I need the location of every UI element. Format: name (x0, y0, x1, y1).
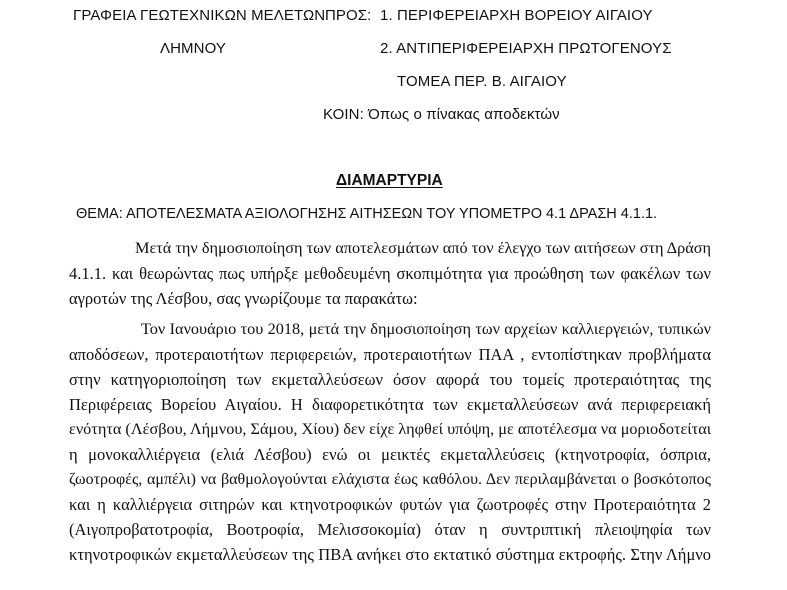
paragraph-line: και η καλλιέργεια σιτηρών και κτηνοτροφικών φυτών για ζωοτροφές στην Προτεραιότητα 2 (69, 495, 711, 514)
paragraph-body (69, 317, 711, 567)
paragraph-line: στην κατηγοριοποίηση των εκμεταλλεύσεων όσον αφορά του τομείς προτεραιότητας της (69, 370, 711, 389)
recipient-2: 2. ΑΝΤΙΠΕΡΙΦΕΡΕΙΑΡΧΗ ΠΡΩΤΟΓΕΝΟΥΣ (380, 40, 672, 57)
paragraph-line: 4.1.1. και θεωρώντας πως υπήρξε μεθοδευμένη σκοπιμότητα για προώθηση των φακέλων των (69, 264, 711, 283)
recipient-1: 1. ΠΕΡΙΦΕΡΕΙΑΡΧΗ ΒΟΡΕΙΟΥ ΑΙΓΑΙΟΥ (380, 7, 653, 24)
to-label: ΠΡΟΣ: (325, 7, 372, 24)
sender-name-line1: ΓΡΑΦΕΙΑ ΓΕΩΤΕΧΝΙΚΩΝ ΜΕΛΕΤΩΝ (73, 7, 326, 24)
document-subject: ΘΕΜΑ: ΑΠΟΤΕΛΕΣΜΑΤΑ ΑΞΙΟΛΟΓΗΣΗΣ ΑΙΤΗΣΕΩΝ ΤΟΥ ΥΠΟΜΕΤΡΟ 4.1 ΔΡΑΣΗ 4.1.1. (76, 206, 658, 222)
paragraph-line: ζωοτροφές, αμπέλι) να βαθμολογούνται ελάχιστα έως καθόλου. Δεν περιλαμβάνεται ο βοσκότοπος (69, 471, 711, 488)
paragraph-line: Μετά την δημοσιοποίηση των αποτελεσμάτων από τον έλεγχο των αιτήσεων στη Δράση (135, 239, 711, 257)
paragraph-line: Τον Ιανουάριο του 2018, μετά την δημοσιοποίηση των αρχείων καλλιεργειών, τυπικών (141, 320, 711, 338)
paragraph-line: Περιφέρειας Βορείου Αιγαίου. Η διαφορετικότητα των εκμεταλλεύσεων ανά περιφερειακή (69, 395, 711, 414)
paragraph-line: αγροτών της Λέσβου, σας γνωρίζουμε τα παρακάτω: (69, 289, 418, 308)
paragraph-intro (69, 236, 711, 311)
paragraph-line: ενότητα (Λέσβου, Λήμνου, Σάμου, Χίου) δεν είχε ληφθεί υπόψη, με αποτέλεσμα να μοριοδοτείται (69, 420, 712, 438)
recipient-2-continuation: ΤΟΜΕΑ ΠΕΡ. Β. ΑΙΓΑΙΟΥ (397, 73, 567, 90)
document-title: ΔΙΑΜΑΡΤΥΡΙΑ (336, 172, 443, 189)
cc-line: ΚΟΙΝ: Όπως ο πίνακας αποδεκτών (323, 106, 560, 123)
paragraph-line: κτηνοτροφικών εκμεταλλεύσεων της ΠΒΑ ανήκει στο εκτατικό σύστημα εκτροφής. Στην Λήμνο (69, 545, 711, 564)
paragraph-line: (Αιγοπροβατοτροφία, Βοοτροφία, Μελισσοκομία) όταν η συντριπτική πλειοψηφία των (69, 520, 711, 539)
paragraph-line: αποδόσεων, προτεραιοτήτων περιφερειών, προτεραιοτήτων ΠΑΑ , εντοπίστηκαν προβλήματα (69, 345, 711, 364)
sender-name-line2: ΛΗΜΝΟΥ (160, 40, 226, 57)
paragraph-line: η μονοκαλλιέργεια (ελιά Λέσβου) ενώ οι μεικτές εκμεταλλεύσεις (κτηνοτροφία, όσπρια, (69, 445, 711, 464)
